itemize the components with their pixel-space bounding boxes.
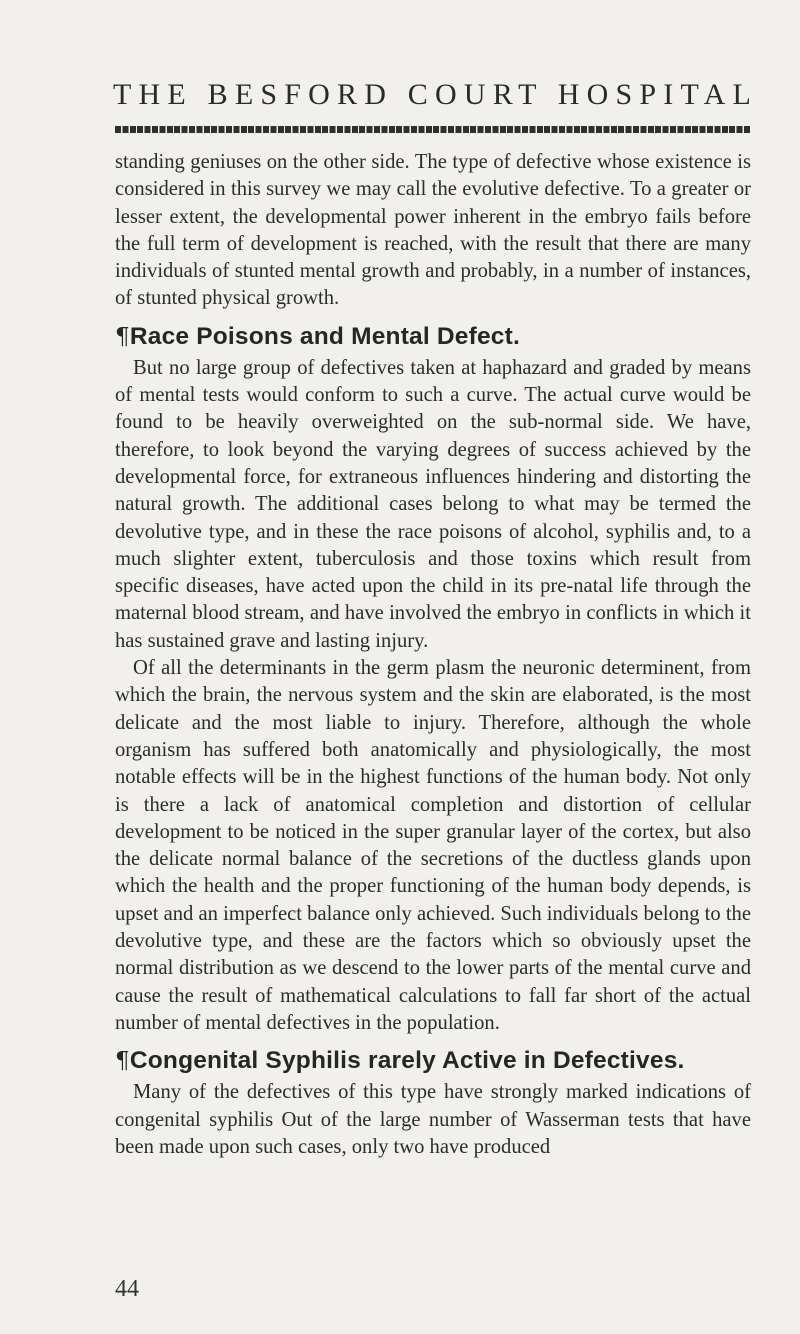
paragraph-continued: standing geniuses on the other side. The type of defective whose existence is considered in this survey we may call the evolutive defective. To a greater or lesser extent, the developmental power inherent in the embryo fails before the full term of development is reached, with the result that there are many individuals of stunted mental growth and probably, in a number of instances, of stunted physical growth. — [115, 151, 751, 310]
paragraph: Many of the defectives of this type have strongly marked indications of congenital syphilis Out of the large number of Wasserman tests that have been made upon such cases, only two have produced — [115, 1081, 751, 1158]
body-text — [115, 149, 751, 1161]
paragraph: Of all the determinants in the germ plasm the neuronic determinent, from which the brain, the nervous system and the skin are elaborated, is the most delicate and the most liable to injury. Therefore, although the whole organism has suffered both anatomically and physiologically, the most notable effects will be in the highest functions of the human body. Not only is there a lack of anatomical completion and distortion of cellular development to be noticed in the super granular layer of the cortex, but also the delicate normal balance of the secretions of the ductless glands upon which the health and the proper functioning of the human body depends, is upset and an imperfect balance only achieved. Such individuals belong to the devolutive type, and these are the factors which so obviously upset the normal distribution as we descend to the lower parts of the mental curve and cause the result of mathematical calculations to fall far short of the actual number of mental defectives in the population. — [115, 657, 751, 1034]
section-heading-congenital-syphilis — [115, 1046, 751, 1076]
ornamental-rule — [115, 126, 751, 133]
running-head: THE BESFORD COURT HOSPITAL — [113, 78, 758, 111]
section-heading-race-poisons — [115, 322, 751, 352]
pilcrow-icon: ¶ — [115, 1048, 130, 1075]
paragraph: But no large group of defectives taken at haphazard and graded by means of mental tests would conform to such a curve. The actual curve would be found to be heavily overweighted on the sub-normal side. We have, therefore, to look beyond the varying degrees of success achieved by the developmental force, for extraneous influences hindering and distorting the natural growth. The additional cases belong to what may be termed the devolutive type, and in these the race poisons of alcohol, syphilis and, to a much slighter extent, tuberculosis and those toxins which result from specific diseases, have acted upon the child in its pre-natal life through the maternal blood stream, and have involved the embryo in conflicts in which it has sustained grave and lasting injury. — [115, 356, 751, 652]
section-heading-text: Race Poisons and Mental Defect. — [129, 322, 520, 350]
page-number: 44 — [115, 1276, 139, 1302]
pilcrow-icon: ¶ — [115, 323, 130, 350]
section-heading-text: Congenital Syphilis rarely Active in Defectives. — [129, 1047, 685, 1075]
